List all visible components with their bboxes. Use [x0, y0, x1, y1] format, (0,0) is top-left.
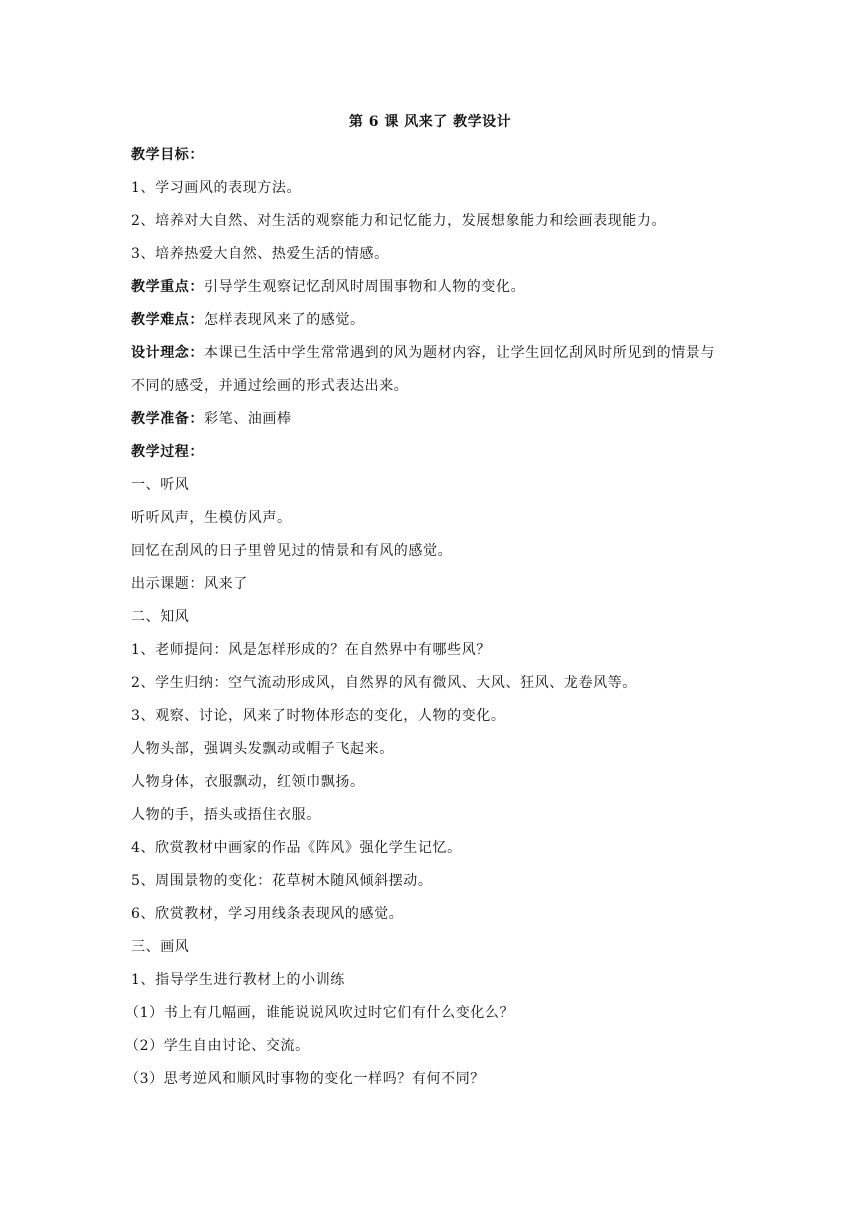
preparation-line — [131, 410, 751, 443]
key-point-line — [131, 278, 751, 311]
key-point-text: 引导学生观察记忆刮风时周围事物和人物的变化。 — [204, 279, 526, 295]
process-item: 回忆在刮风的日子里曾见过的情景和有风的感觉。 — [131, 543, 453, 559]
preparation-label: 教学准备： — [131, 411, 204, 427]
process-item: 1、老师提问：风是怎样形成的？在自然界中有哪些风？ — [131, 642, 491, 658]
process-item: 人物头部，强调头发飘动或帽子飞起来。 — [131, 741, 394, 757]
concept-text-1: 本课已生活中学生常常遇到的风为题材内容，让学生回忆刮风时所见到的情景与 — [204, 345, 715, 361]
process-item: 人物的手，捂头或捂住衣服。 — [131, 807, 321, 823]
concept-text-2: 不同的感受，并通过绘画的形式表达出来。 — [131, 378, 409, 394]
process-item: 人物身体，衣服飘动，红领巾飘扬。 — [131, 774, 365, 790]
section-heading-know: 二、知风 — [131, 609, 190, 625]
process-item: 出示课题：风来了 — [131, 576, 248, 592]
objective-item: 3、培养热爱大自然、热爱生活的情感。 — [131, 246, 389, 262]
process-item: 4、欣赏教材中画家的作品《阵风》强化学生记忆。 — [131, 840, 462, 856]
process-item: 6、欣赏教材，学习用线条表现风的感觉。 — [131, 906, 404, 922]
objective-item: 1、学习画风的表现方法。 — [131, 180, 302, 196]
objectives-heading — [131, 146, 751, 179]
document-body — [125, 146, 751, 1103]
process-heading — [131, 443, 751, 476]
concept-line-1 — [131, 344, 751, 377]
process-item: 1、指导学生进行教材上的小训练 — [131, 972, 345, 988]
concept-label: 设计理念： — [131, 345, 204, 361]
process-item: 3、观察、讨论，风来了时物体形态的变化，人物的变化。 — [131, 708, 506, 724]
preparation-text: 彩笔、油画棒 — [204, 411, 292, 427]
process-label: 教学过程： — [131, 444, 204, 460]
difficulty-label: 教学难点： — [131, 312, 204, 328]
sub-item: （2）学生自由讨论、交流。 — [125, 1038, 310, 1054]
concept-line-2 — [131, 377, 751, 410]
process-item: 听听风声，生模仿风声。 — [131, 510, 292, 526]
section-heading-draw: 三、画风 — [131, 939, 190, 955]
process-item: 5、周围景物的变化：花草树木随风倾斜摆动。 — [131, 873, 433, 889]
document-title: 第 6 课 风来了 教学设计 — [348, 114, 512, 130]
objective-item: 2、培养对大自然、对生活的观察能力和记忆能力，发展想象能力和绘画表现能力。 — [131, 213, 667, 229]
sub-item: （3）思考逆风和顺风时事物的变化一样吗？有何不同？ — [125, 1071, 485, 1087]
sub-item: （1）书上有几幅画，谁能说说风吹过时它们有什么变化么？ — [125, 1005, 515, 1021]
key-point-label: 教学重点： — [131, 279, 204, 295]
process-item: 2、学生归纳：空气流动形成风，自然界的风有微风、大风、狂风、龙卷风等。 — [131, 675, 637, 691]
objectives-label: 教学目标： — [131, 147, 204, 163]
difficulty-line — [131, 311, 751, 344]
section-heading-listen: 一、听风 — [131, 477, 190, 493]
difficulty-text: 怎样表现风来了的感觉。 — [204, 312, 365, 328]
